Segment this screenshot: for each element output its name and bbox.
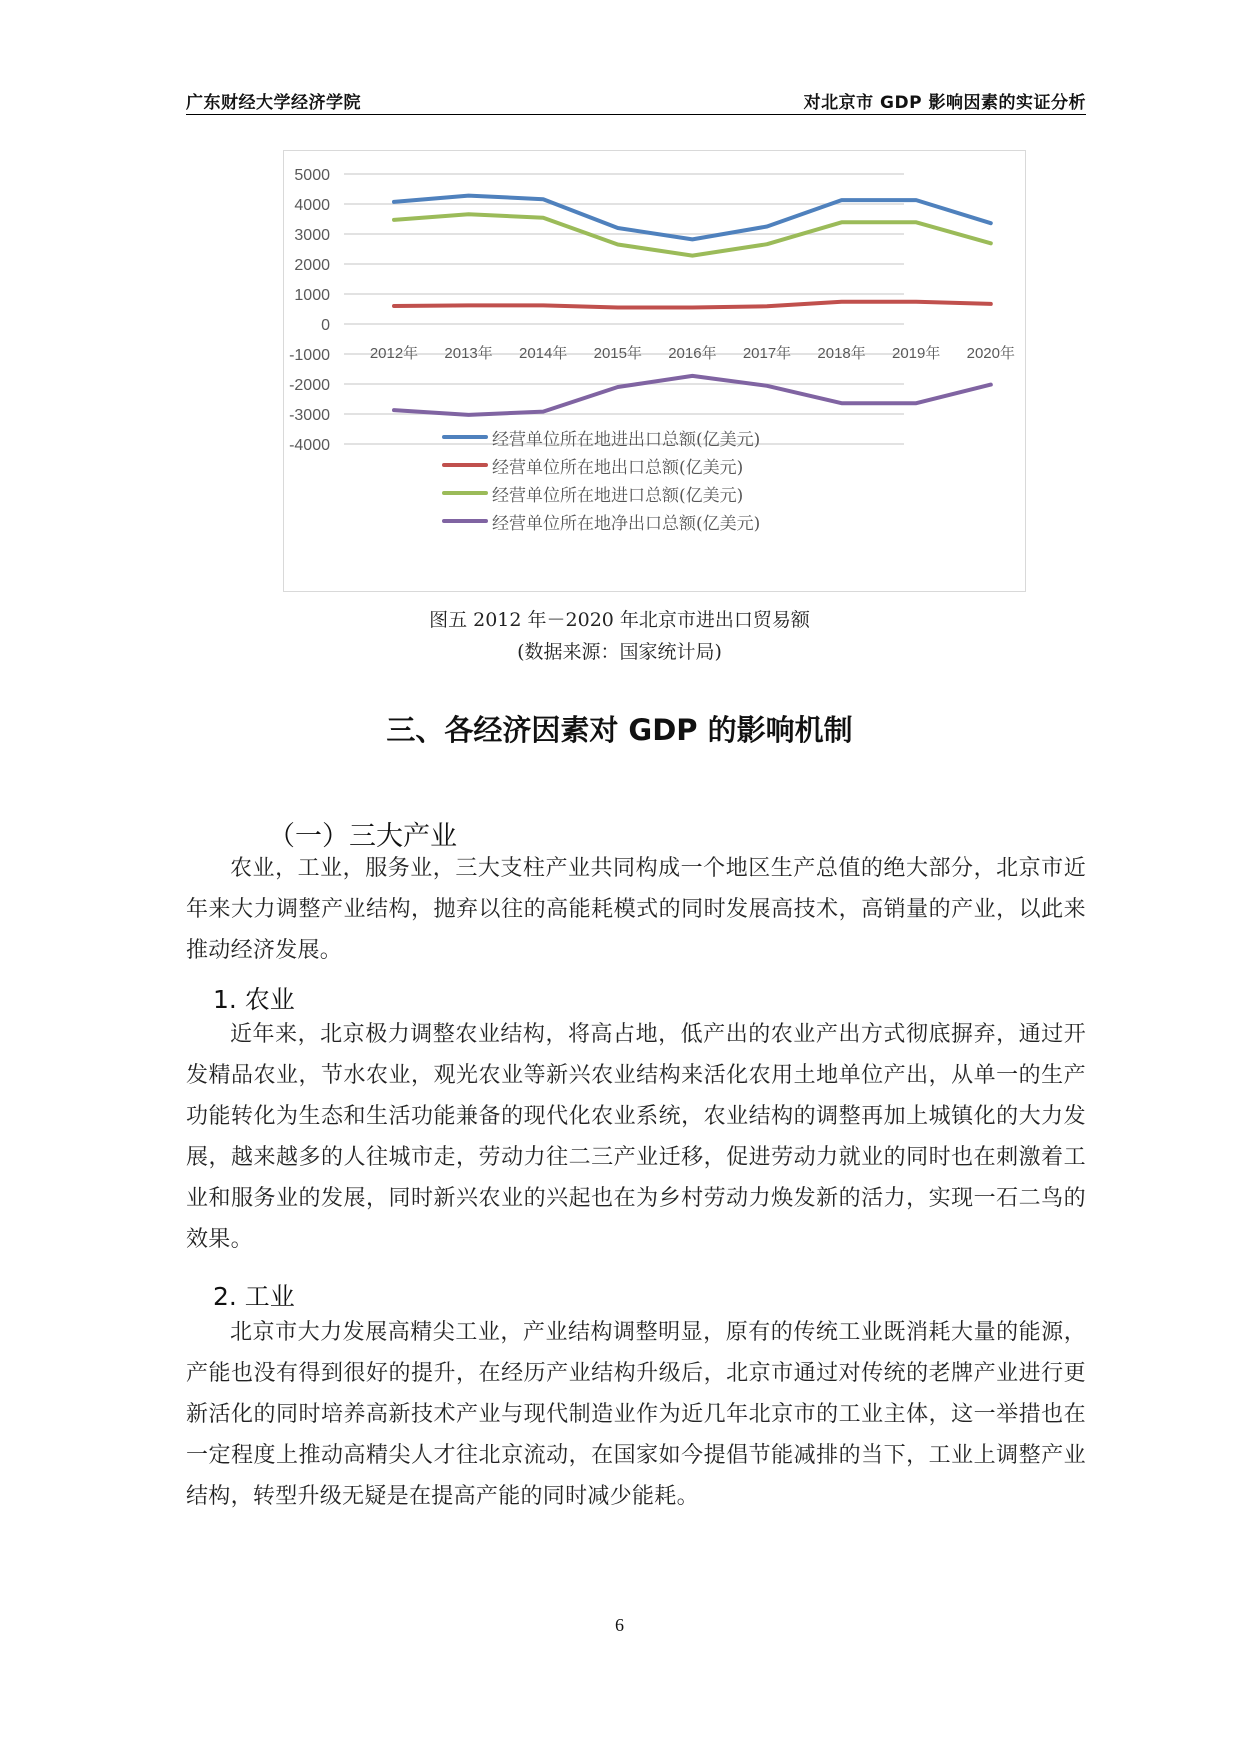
subsection-title: （一）三大产业 — [268, 821, 457, 852]
x-tick-label: 2015年 — [593, 345, 642, 362]
legend-item — [442, 423, 760, 451]
legend-item — [442, 507, 760, 535]
legend-label: 经营单位所在地进口总额(亿美元) — [492, 485, 744, 506]
x-tick-label: 2018年 — [817, 345, 866, 362]
y-tick-label: 2000 — [294, 257, 330, 274]
legend-item — [442, 451, 760, 479]
section-title: 三、各经济因素对 GDP 的影响机制 — [386, 713, 853, 747]
figure-caption: 图五 2012 年－2020 年北京市进出口贸易额 — [429, 609, 810, 631]
x-tick-label: 2012年 — [369, 345, 419, 362]
header-institution: 广东财经大学经济学院 — [186, 93, 361, 113]
y-tick-label: 1000 — [294, 287, 330, 304]
y-tick-label: 4000 — [294, 197, 330, 214]
legend-swatch-icon — [442, 435, 488, 439]
industry-paragraph: 北京市大力发展高精尖工业，产业结构调整明显，原有的传统工业既消耗大量的能源，产能也没有得到很好的提升，在经历产业结构升级后，北京市通过对传统的老牌产业进行更新活化的同时培养高新技术产业与现代制造业作为近几年北京市的工业主体，这一举措也在一定程度上推动高精尖人才往北京流动，在国家如今提倡节能减排的当下，工业上调整产业结构，转型升级无疑是在提高产能的同时减少能耗。 — [186, 1320, 1086, 1509]
x-tick-label: 2020年 — [966, 345, 1015, 362]
series-line — [394, 302, 991, 308]
legend-item — [442, 479, 760, 507]
y-tick-label: -1000 — [289, 347, 330, 364]
y-tick-label: 3000 — [294, 227, 330, 244]
legend-swatch-icon — [442, 519, 488, 523]
series-line — [394, 376, 991, 415]
series-line — [394, 196, 991, 240]
figure-source: (数据来源：国家统计局) — [517, 641, 722, 663]
x-tick-label: 2014年 — [519, 345, 568, 362]
legend-label: 经营单位所在地净出口总额(亿美元) — [492, 513, 761, 534]
page-number: 6 — [615, 1615, 624, 1635]
chart-legend — [442, 423, 760, 535]
y-tick-label: -4000 — [289, 437, 330, 454]
series-line — [394, 214, 991, 255]
legend-label: 经营单位所在地进出口总额(亿美元) — [492, 429, 761, 450]
y-tick-label: 5000 — [294, 167, 330, 184]
legend-swatch-icon — [442, 491, 488, 495]
legend-swatch-icon — [442, 463, 488, 467]
agriculture-paragraph: 近年来，北京极力调整农业结构，将高占地，低产出的农业产出方式彻底摒弃，通过开发精品农业，节水农业，观光农业等新兴农业结构来活化农用土地单位产出，从单一的生产功能转化为生态和生活功能兼备的现代化农业系统，农业结构的调整再加上城镇化的大力发展，越来越多的人往城市走，劳动力往二三产业迁移，促进劳动力就业的同时也在刺激着工业和服务业的发展，同时新兴农业的兴起也在为乡村劳动力焕发新的活力，实现一石二鸟的效果。 — [186, 1022, 1086, 1252]
intro-paragraph: 农业，工业，服务业，三大支柱产业共同构成一个地区生产总值的绝大部分，北京市近年来大力调整产业结构，抛弃以往的高能耗模式的同时发展高技术，高销量的产业，以此来推动经济发展。 — [186, 856, 1086, 963]
x-tick-label: 2017年 — [742, 345, 792, 362]
y-tick-label: -3000 — [289, 407, 330, 424]
heading-industry: 2. 工业 — [213, 1282, 295, 1311]
trade-line-chart — [283, 150, 1026, 592]
heading-agriculture: 1. 农业 — [213, 985, 295, 1014]
y-tick-label: -2000 — [289, 377, 330, 394]
x-tick-label: 2016年 — [668, 345, 717, 362]
x-tick-label: 2019年 — [892, 345, 941, 362]
x-tick-label: 2013年 — [444, 345, 493, 362]
legend-label: 经营单位所在地出口总额(亿美元) — [492, 457, 744, 478]
page-header — [186, 86, 1086, 115]
header-paper-title: 对北京市 GDP 影响因素的实证分析 — [803, 93, 1086, 113]
y-tick-label: 0 — [321, 317, 330, 334]
